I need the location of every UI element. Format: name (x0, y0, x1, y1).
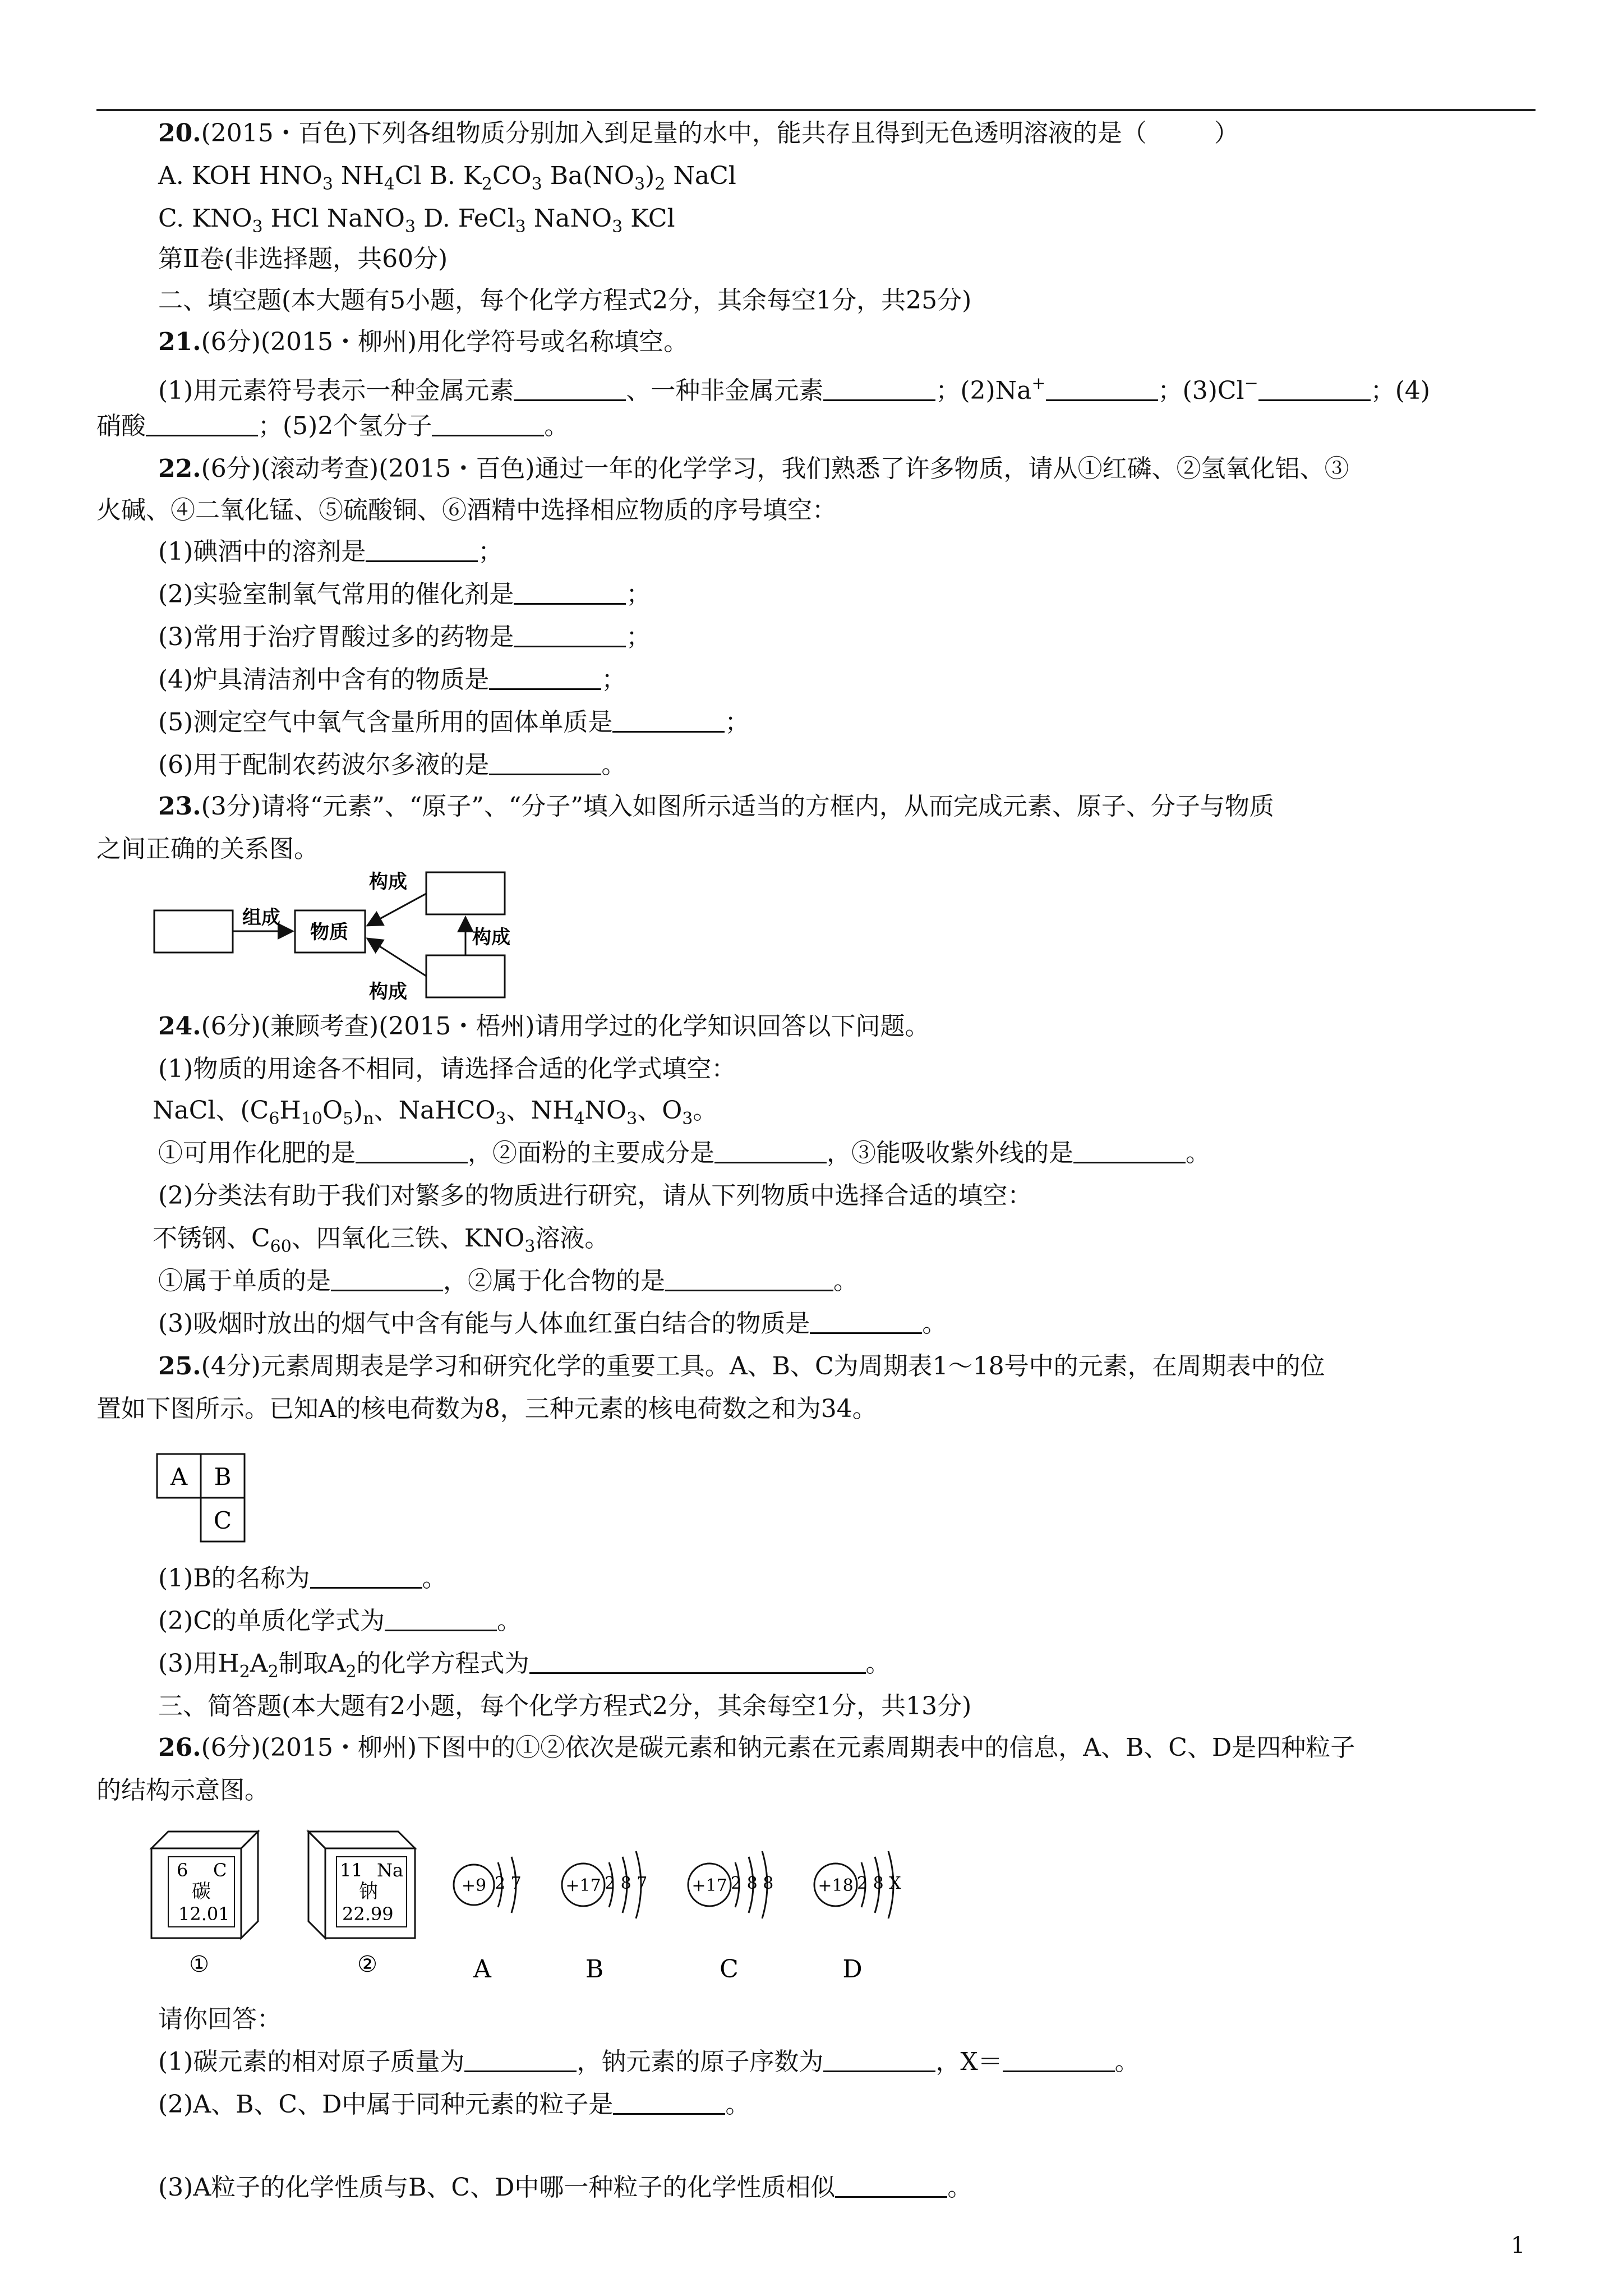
answer-blank[interactable] (514, 380, 626, 401)
answer-blank[interactable] (1073, 1143, 1186, 1163)
particle-b-diagram (562, 1851, 647, 1984)
q23-stem-cont: 之间正确的关系图。 (96, 835, 319, 863)
q24-part1: (1)物质的用途各不相同，请选择合适的化学式填空： (158, 1055, 736, 1083)
q22-item2: (2)实验室制氧气常用的催化剂是 ； (158, 580, 651, 609)
q24-substances: 不锈钢、$C_{60}$、四氧化三铁、$KNO_3$溶液。 (153, 1224, 610, 1257)
header-rule (96, 109, 1536, 111)
q24-stem: 24.(6分)(兼顾考查)(2015・梧州)请用学过的化学知识回答以下问题。 (158, 1012, 930, 1041)
cell-a: A (170, 1463, 188, 1490)
svg-text:C: C (213, 1860, 227, 1881)
svg-text:+9: +9 (461, 1876, 487, 1895)
svg-text:钠: 钠 (359, 1880, 378, 1903)
svg-text:D: D (842, 1955, 863, 1984)
svg-text:+18: +18 (818, 1876, 854, 1895)
q26-item3: (3)A粒子的化学性质与B、C、D中哪一种粒子的化学性质相似 。 (158, 2173, 972, 2202)
answer-blank[interactable] (613, 2094, 725, 2115)
answer-blank[interactable] (464, 2051, 577, 2072)
part2-heading: 第Ⅱ卷(非选择题，共60分) (158, 245, 448, 273)
q26-item2: (2)A、B、C、D中属于同种元素的粒子是 。 (158, 2090, 750, 2119)
svg-text:11: 11 (340, 1860, 363, 1881)
svg-text:C: C (720, 1955, 739, 1984)
q25-stem-cont: 置如下图所示。已知A的核电荷数为8，三种元素的核电荷数之和为34。 (96, 1395, 877, 1423)
svg-text:+17: +17 (565, 1876, 601, 1895)
svg-text:②: ② (357, 1952, 377, 1977)
blank-box-bottom[interactable] (426, 955, 505, 997)
answer-blank[interactable] (146, 416, 258, 436)
element-and-particle-figure (146, 1826, 942, 1994)
answer-blank[interactable] (514, 584, 626, 605)
q26-item1: (1)碳元素的相对原子质量为 ，钠元素的原子序数为 ，X＝ 。 (158, 2047, 1140, 2076)
answer-blank[interactable] (366, 541, 478, 562)
q22-stem: 22.(6分)(滚动考查)(2015・百色)通过一年的化学学习，我们熟悉了许多物质，请从①红磷、②氢氧化铝、③ (158, 454, 1349, 483)
q22-item6: (6)用于配制农药波尔多液的是 。 (158, 751, 626, 779)
arrow-constitute-top (367, 894, 426, 926)
q25-stem: 25.(4分)元素周期表是学习和研究化学的重要工具。A、B、C为周期表1～18号中的元素，在周期表中的位 (158, 1352, 1325, 1381)
svg-text:碳: 碳 (192, 1880, 211, 1903)
particle-d-diagram (814, 1851, 901, 1984)
answer-blank[interactable] (1046, 380, 1158, 401)
svg-text:①: ① (189, 1952, 209, 1977)
page-number: 1 (1511, 2233, 1525, 2258)
q22-stem-cont: 火碱、④二氧化锰、⑤硫酸铜、⑥酒精中选择相应物质的序号填空： (96, 496, 837, 524)
carbon-element-card (151, 1832, 258, 1977)
answer-blank[interactable] (385, 1611, 497, 1631)
section3-heading: 三、简答题(本大题有2小题，每个化学方程式2分，其余每空1分，共13分) (158, 1692, 972, 1720)
svg-text:A: A (473, 1955, 491, 1984)
svg-text:B: B (585, 1955, 604, 1984)
cell-c: C (213, 1507, 232, 1534)
q24-answers1: ①可用作化肥的是 ，②面粉的主要成分是 ，③能吸收紫外线的是 。 (158, 1139, 1210, 1167)
answer-blank[interactable] (310, 1568, 422, 1589)
answer-blank[interactable] (489, 669, 601, 690)
q24-formulas: NaCl、$(C_6H_{10}O_5)_n$、NaHCO$_3$、$NH_4NO_3$、$O_3$。 (153, 1096, 718, 1129)
cell-b: B (214, 1463, 232, 1490)
answer-blank[interactable] (714, 1143, 827, 1163)
label-constitute-mid: 构成 (472, 926, 510, 949)
q26-prompt: 请你回答： (158, 2005, 282, 2033)
q21-line1: (1)用元素符号表示一种金属元素 、一种非金属元素 ；(2)Na+ ；(3)Cl− ；(4) (158, 374, 1431, 405)
q25-item1: (1)B的名称为 。 (158, 1564, 447, 1593)
q21-line2: 硝酸 ；(5)2个氢分子 。 (96, 412, 569, 440)
answer-blank[interactable] (823, 2051, 935, 2072)
q26-stem: 26.(6分)(2015・柳州)下图中的①②依次是碳元素和钠元素在元素周期表中的信息，A、B、C、D是四种粒子 (158, 1733, 1355, 1762)
answer-blank[interactable] (356, 1143, 468, 1163)
q22-item5: (5)测定空气中氧气含量所用的固体单质是 ； (158, 708, 750, 737)
answer-blank[interactable] (835, 2177, 947, 2198)
sodium-element-card (308, 1832, 415, 1977)
answer-blank[interactable] (529, 1653, 866, 1674)
q26-stem-cont: 的结构示意图。 (96, 1776, 269, 1805)
svg-text:12.01: 12.01 (178, 1903, 230, 1925)
svg-text:2 7: 2 7 (495, 1874, 522, 1893)
answer-blank[interactable] (514, 627, 626, 647)
label-constitute-bottom: 构成 (369, 981, 407, 1001)
relationship-diagram (146, 867, 538, 1001)
answer-blank[interactable] (665, 1271, 833, 1291)
q25-item2: (2)C的单质化学式为 。 (158, 1607, 522, 1635)
svg-text:2 8 8: 2 8 8 (731, 1874, 774, 1893)
q22-item4: (4)炉具清洁剂中含有的物质是 ； (158, 665, 626, 694)
q20-stem: 20.(2015・百色)下列各组物质分别加入到足量的水中，能共存且得到无色透明溶液的是（ ） (158, 119, 1239, 148)
q21-stem: 21.(6分)(2015・柳州)用化学符号或名称填空。 (158, 328, 689, 356)
q25-item3: (3)用$H_2A_2$制取$A_2$的化学方程式为 。 (158, 1649, 891, 1682)
section2-heading: 二、填空题(本大题有5小题，每个化学方程式2分，其余每空1分，共25分) (158, 286, 972, 315)
svg-text:2 8 7: 2 8 7 (605, 1874, 648, 1893)
answer-blank[interactable] (823, 380, 935, 401)
answer-blank[interactable] (810, 1313, 922, 1334)
answer-blank[interactable] (331, 1271, 443, 1291)
label-compose: 组成 (242, 907, 280, 929)
answer-blank[interactable] (489, 754, 601, 775)
blank-box-left[interactable] (154, 910, 233, 953)
svg-text:Na: Na (377, 1860, 404, 1881)
particle-c-diagram (688, 1851, 773, 1984)
svg-text:22.99: 22.99 (342, 1903, 394, 1925)
q20-options-ab: A. KOH $HNO_3$ $NH_4Cl$ B. $K_2CO_3$ $Ba(NO_3)_2$ NaCl (158, 162, 736, 194)
q24-part3: (3)吸烟时放出的烟气中含有能与人体血红蛋白结合的物质是 。 (158, 1309, 947, 1338)
answer-blank[interactable] (432, 416, 544, 436)
label-constitute-top: 构成 (369, 871, 407, 893)
arrow-constitute-bottom (367, 938, 426, 976)
answer-blank[interactable] (1003, 2051, 1115, 2072)
q22-item3: (3)常用于治疗胃酸过多的药物是 ； (158, 623, 651, 651)
svg-text:2 8 X: 2 8 X (857, 1874, 901, 1893)
label-substance: 物质 (310, 921, 348, 944)
svg-text:+17: +17 (691, 1876, 727, 1895)
q24-answers2: ①属于单质的是 ，②属于化合物的是 。 (158, 1267, 858, 1295)
answer-blank[interactable] (1258, 380, 1371, 401)
q23-stem: 23.(3分)请将“元素”、“原子”、“分子”填入如图所示适当的方框内，从而完成元素、原子、分子与物质 (158, 792, 1274, 821)
blank-box-top[interactable] (426, 872, 505, 914)
answer-blank[interactable] (612, 712, 725, 733)
periodic-table-fragment (156, 1453, 251, 1554)
q22-item1: (1)碘酒中的溶剂是 ； (158, 537, 503, 566)
svg-text:6: 6 (177, 1860, 188, 1881)
particle-a-diagram (454, 1857, 522, 1984)
q24-part2: (2)分类法有助于我们对繁多的物质进行研究，请从下列物质中选择合适的填空： (158, 1181, 1032, 1210)
q20-options-cd: C. $KNO_3$ HCl NaNO$_3$ D. FeCl$_3$ NaNO$_3$ KCl (158, 204, 675, 237)
